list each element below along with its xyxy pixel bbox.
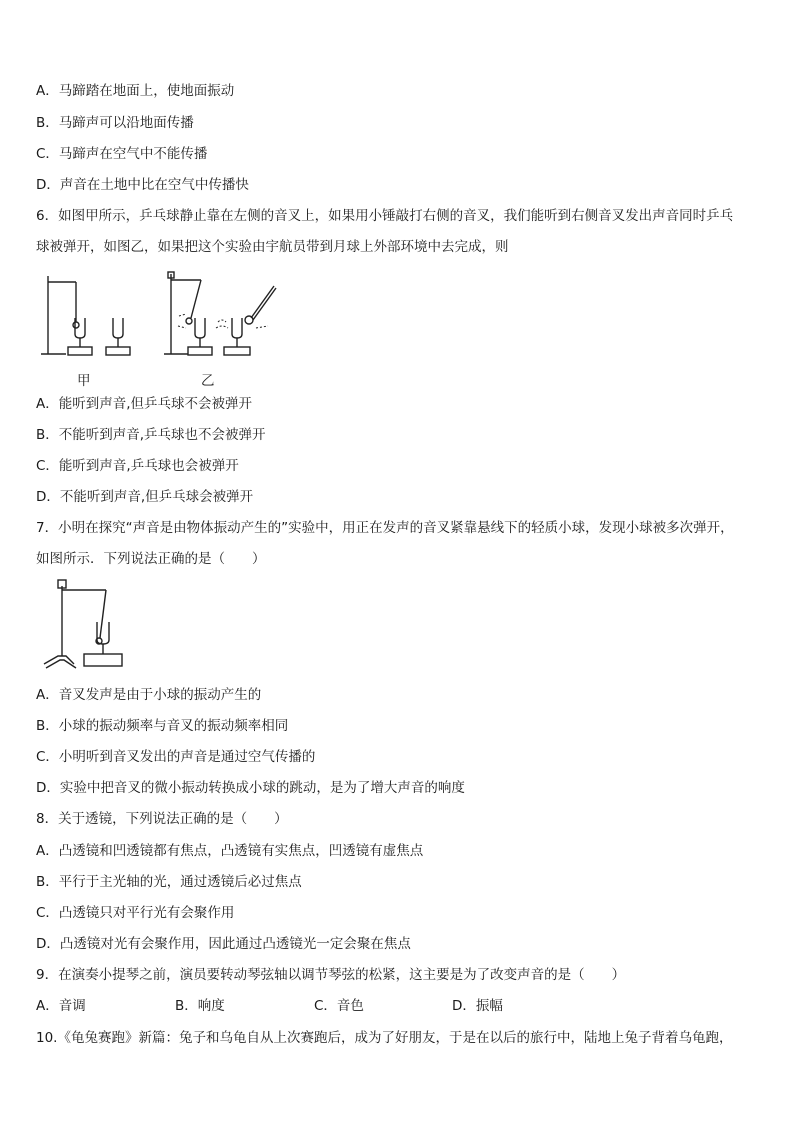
q5-option-b: B．马蹄声可以沿地面传播 (36, 115, 194, 131)
q8-option-a: A．凸透镜和凹透镜都有焦点，凸透镜有实焦点，凹透镜有虚焦点 (36, 843, 424, 859)
q6-option-a: A．能听到声音,但乒乓球不会被弹开 (36, 396, 253, 412)
tuning-fork-figure-2 (38, 576, 133, 672)
q9-option-b: B．响度 (175, 998, 225, 1014)
q8-stem: 8．关于透镜，下列说法正确的是（ ） (36, 811, 288, 827)
q6-stem-line1: 6．如图甲所示，乒乓球静止靠在左侧的音叉上，如果用小锤敲打右侧的音叉，我们能听到右侧音叉发出声音同时乒乓 (36, 208, 734, 224)
q8-option-d: D．凸透镜对光有会聚作用，因此通过凸透镜光一定会聚在焦点 (36, 936, 411, 952)
figure-label-b: 乙 (201, 373, 215, 389)
q7-stem-line2: 如图所示．下列说法正确的是（ ） (36, 551, 266, 567)
q5-option-d: D．声音在土地中比在空气中传播快 (36, 177, 249, 193)
q6-option-c: C．能听到声音,乒乓球也会被弹开 (36, 458, 239, 474)
q10-stem-line1: 10.《龟兔赛跑》新篇：兔子和乌龟自从上次赛跑后，成为了好朋友，于是在以后的旅行中，陆地上兔子背着乌龟跑， (36, 1030, 733, 1046)
q5-option-a: A．马蹄踏在地面上，使地面振动 (36, 83, 235, 99)
q9-option-d: D．振幅 (452, 998, 503, 1014)
q8-option-c: C．凸透镜只对平行光有会聚作用 (36, 905, 235, 921)
q7-option-c: C．小明听到音叉发出的声音是通过空气传播的 (36, 749, 316, 765)
q9-stem: 9．在演奏小提琴之前，演员要转动琴弦轴以调节琴弦的松紧，这主要是为了改变声音的是（ ） (36, 967, 626, 983)
q8-option-b: B．平行于主光轴的光，通过透镜后必过焦点 (36, 874, 302, 890)
q6-stem-line2: 球被弹开，如图乙，如果把这个实验由宇航员带到月球上外部环境中去完成，则 (36, 239, 509, 255)
q7-option-d: D．实验中把音叉的微小振动转换成小球的跳动，是为了增大声音的响度 (36, 780, 465, 796)
q7-option-a: A．音叉发声是由于小球的振动产生的 (36, 687, 262, 703)
q9-option-c: C．音色 (314, 998, 364, 1014)
q6-option-d: D．不能听到声音,但乒乓球会被弹开 (36, 489, 254, 505)
tuning-fork-figure-1 (36, 268, 286, 390)
q6-option-b: B．不能听到声音,乒乓球也不会被弹开 (36, 427, 266, 443)
q7-option-b: B．小球的振动频率与音叉的振动频率相同 (36, 718, 289, 734)
q9-option-a: A．音调 (36, 998, 86, 1014)
q7-stem-line1: 7．小明在探究“声音是由物体振动产生的”实验中，用正在发声的音叉紧靠悬线下的轻质小球，发现小球被多次弹开， (36, 520, 734, 536)
q5-option-c: C．马蹄声在空气中不能传播 (36, 146, 208, 162)
figure-label-a: 甲 (77, 373, 91, 389)
